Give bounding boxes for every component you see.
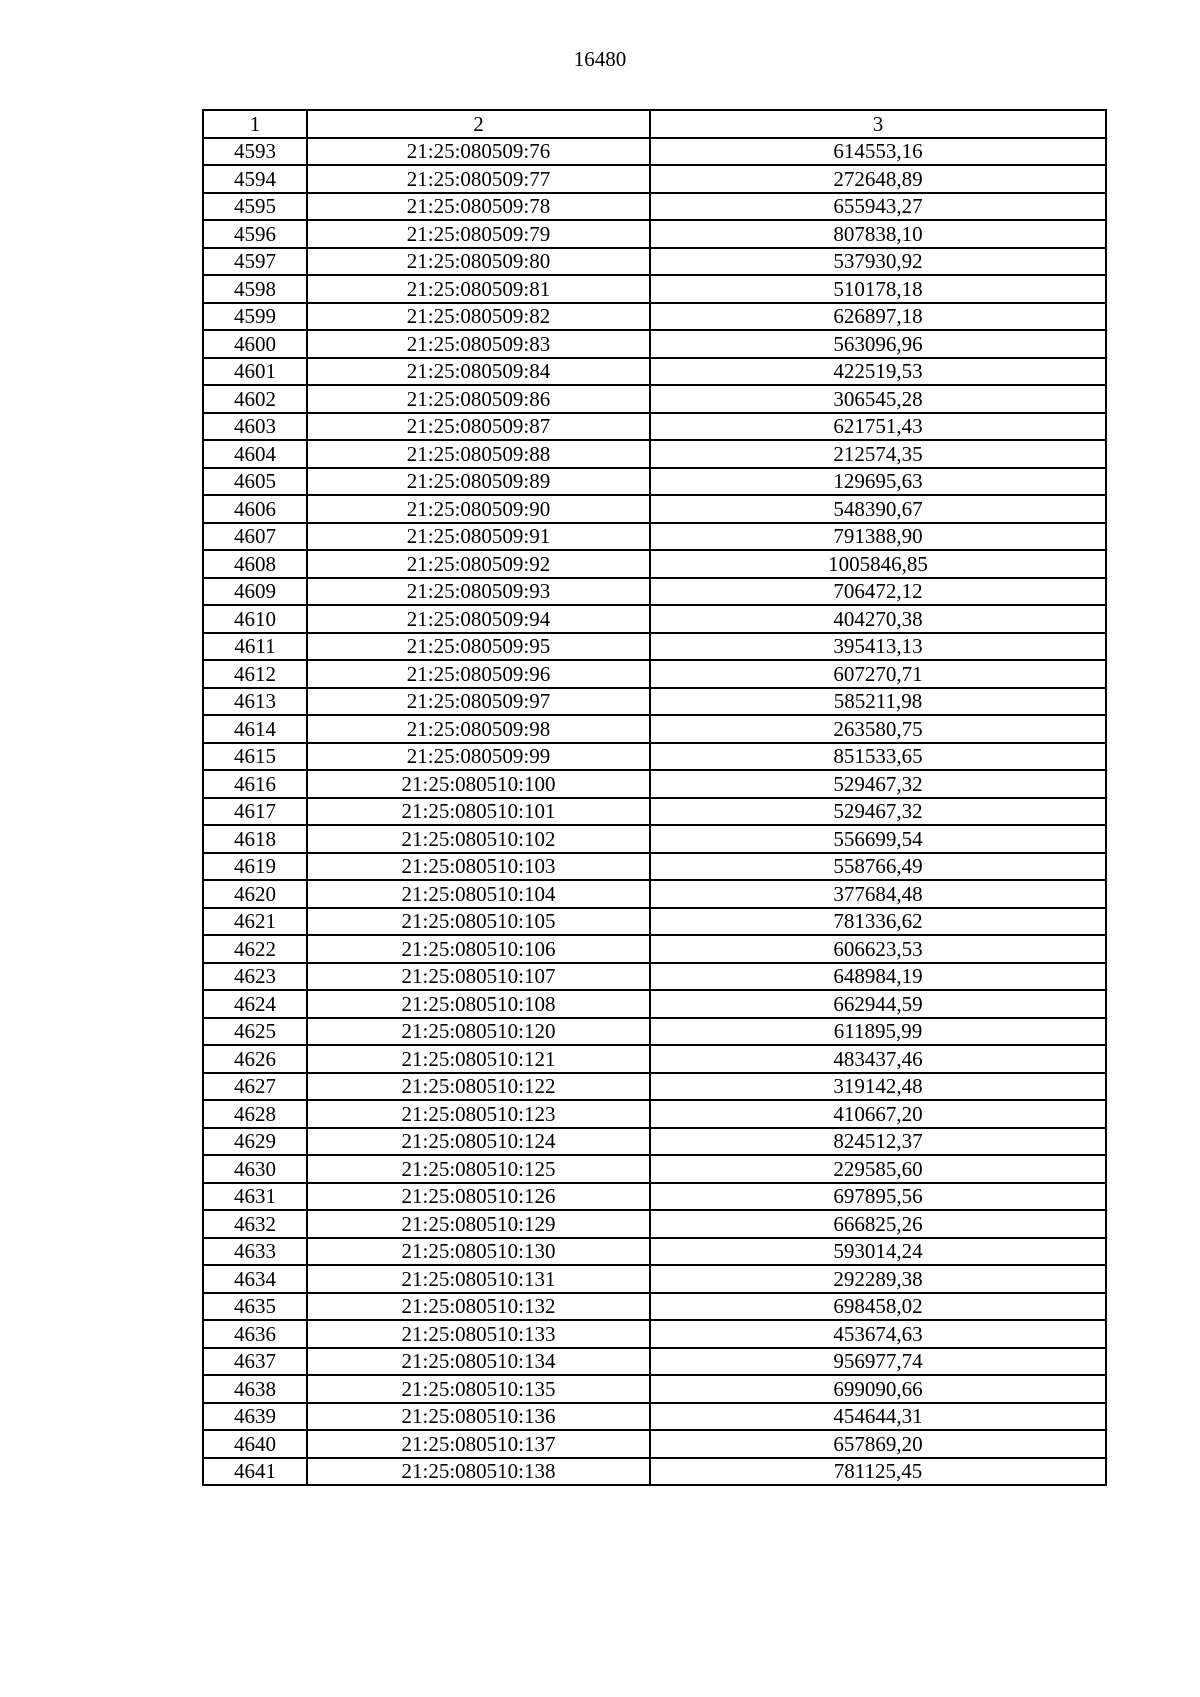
cadastral-number-cell: 21:25:080510:104 [307, 880, 650, 908]
table-row [203, 1375, 1106, 1403]
cadastral-number-cell: 21:25:080509:81 [307, 275, 650, 303]
cadastral-number-cell: 21:25:080510:102 [307, 825, 650, 853]
row-number-cell: 4632 [203, 1210, 307, 1238]
table-row [203, 385, 1106, 413]
cadastral-number-cell: 21:25:080510:130 [307, 1238, 650, 1266]
value-cell: 319142,48 [650, 1073, 1106, 1101]
table-row [203, 660, 1106, 688]
cadastral-number-cell: 21:25:080510:124 [307, 1128, 650, 1156]
table-row [203, 1155, 1106, 1183]
cadastral-number-cell: 21:25:080510:121 [307, 1045, 650, 1073]
cadastral-number-cell: 21:25:080509:96 [307, 660, 650, 688]
value-cell: 510178,18 [650, 275, 1106, 303]
table-row [203, 495, 1106, 523]
table-row [203, 303, 1106, 331]
cadastral-number-cell: 21:25:080510:134 [307, 1348, 650, 1376]
cadastral-number-cell: 21:25:080509:78 [307, 193, 650, 221]
cadastral-number-cell: 21:25:080509:80 [307, 248, 650, 276]
row-number-cell: 4607 [203, 523, 307, 551]
table-row [203, 248, 1106, 276]
cadastral-number-cell: 21:25:080510:100 [307, 770, 650, 798]
cadastral-number-cell: 21:25:080509:89 [307, 468, 650, 496]
cadastral-number-cell: 21:25:080510:133 [307, 1320, 650, 1348]
row-number-cell: 4600 [203, 330, 307, 358]
cadastral-number-cell: 21:25:080509:83 [307, 330, 650, 358]
table-row [203, 440, 1106, 468]
table-row [203, 1045, 1106, 1073]
row-number-cell: 4599 [203, 303, 307, 331]
cadastral-number-cell: 21:25:080510:136 [307, 1403, 650, 1431]
value-cell: 585211,98 [650, 688, 1106, 716]
cadastral-number-cell: 21:25:080509:99 [307, 743, 650, 771]
table-row [203, 550, 1106, 578]
row-number-cell: 4612 [203, 660, 307, 688]
row-number-cell: 4627 [203, 1073, 307, 1101]
row-number-cell: 4598 [203, 275, 307, 303]
cadastral-number-cell: 21:25:080509:91 [307, 523, 650, 551]
cadastral-number-cell: 21:25:080509:90 [307, 495, 650, 523]
row-number-cell: 4608 [203, 550, 307, 578]
row-number-cell: 4611 [203, 633, 307, 661]
cadastral-number-cell: 21:25:080509:82 [307, 303, 650, 331]
value-cell: 548390,67 [650, 495, 1106, 523]
table-row [203, 275, 1106, 303]
cadastral-number-cell: 21:25:080509:76 [307, 138, 650, 166]
value-cell: 824512,37 [650, 1128, 1106, 1156]
row-number-cell: 4626 [203, 1045, 307, 1073]
cadastral-number-cell: 21:25:080510:122 [307, 1073, 650, 1101]
cadastral-number-cell: 21:25:080510:126 [307, 1183, 650, 1211]
value-cell: 956977,74 [650, 1348, 1106, 1376]
table-header-row [203, 110, 1106, 138]
value-cell: 697895,56 [650, 1183, 1106, 1211]
cadastral-number-cell: 21:25:080509:94 [307, 605, 650, 633]
page-number: 16480 [573, 47, 627, 71]
table-row [203, 330, 1106, 358]
column-header-2: 2 [307, 110, 650, 138]
table-row [203, 935, 1106, 963]
table-row [203, 193, 1106, 221]
row-number-cell: 4633 [203, 1238, 307, 1266]
cadastral-number-cell: 21:25:080509:86 [307, 385, 650, 413]
table-row [203, 853, 1106, 881]
row-number-cell: 4610 [203, 605, 307, 633]
row-number-cell: 4594 [203, 165, 307, 193]
cadastral-number-cell: 21:25:080510:129 [307, 1210, 650, 1238]
row-number-cell: 4635 [203, 1293, 307, 1321]
row-number-cell: 4617 [203, 798, 307, 826]
row-number-cell: 4639 [203, 1403, 307, 1431]
row-number-cell: 4620 [203, 880, 307, 908]
table-row [203, 743, 1106, 771]
cadastral-number-cell: 21:25:080509:95 [307, 633, 650, 661]
table-row [203, 1458, 1106, 1486]
table-row [203, 1183, 1106, 1211]
data-table [202, 109, 1107, 1486]
row-number-cell: 4618 [203, 825, 307, 853]
row-number-cell: 4637 [203, 1348, 307, 1376]
value-cell: 212574,35 [650, 440, 1106, 468]
value-cell: 529467,32 [650, 798, 1106, 826]
value-cell: 807838,10 [650, 220, 1106, 248]
row-number-cell: 4641 [203, 1458, 307, 1486]
table-row [203, 578, 1106, 606]
table-row [203, 138, 1106, 166]
value-cell: 593014,24 [650, 1238, 1106, 1266]
cadastral-number-cell: 21:25:080510:137 [307, 1430, 650, 1458]
cadastral-number-cell: 21:25:080510:123 [307, 1100, 650, 1128]
row-number-cell: 4625 [203, 1018, 307, 1046]
table-row [203, 165, 1106, 193]
table-row [203, 688, 1106, 716]
table-row [203, 220, 1106, 248]
cadastral-number-cell: 21:25:080510:120 [307, 1018, 650, 1046]
row-number-cell: 4638 [203, 1375, 307, 1403]
table-row [203, 715, 1106, 743]
cadastral-number-cell: 21:25:080510:138 [307, 1458, 650, 1486]
value-cell: 606623,53 [650, 935, 1106, 963]
row-number-cell: 4640 [203, 1430, 307, 1458]
row-number-cell: 4605 [203, 468, 307, 496]
value-cell: 422519,53 [650, 358, 1106, 386]
value-cell: 410667,20 [650, 1100, 1106, 1128]
cadastral-number-cell: 21:25:080509:77 [307, 165, 650, 193]
value-cell: 781125,45 [650, 1458, 1106, 1486]
value-cell: 377684,48 [650, 880, 1106, 908]
row-number-cell: 4624 [203, 990, 307, 1018]
value-cell: 306545,28 [650, 385, 1106, 413]
table-row [203, 1018, 1106, 1046]
table-row [203, 1403, 1106, 1431]
value-cell: 395413,13 [650, 633, 1106, 661]
value-cell: 655943,27 [650, 193, 1106, 221]
row-number-cell: 4602 [203, 385, 307, 413]
row-number-cell: 4595 [203, 193, 307, 221]
cadastral-number-cell: 21:25:080510:107 [307, 963, 650, 991]
cadastral-number-cell: 21:25:080510:135 [307, 1375, 650, 1403]
row-number-cell: 4601 [203, 358, 307, 386]
row-number-cell: 4631 [203, 1183, 307, 1211]
cadastral-number-cell: 21:25:080510:106 [307, 935, 650, 963]
value-cell: 537930,92 [650, 248, 1106, 276]
cadastral-number-cell: 21:25:080510:131 [307, 1265, 650, 1293]
row-number-cell: 4630 [203, 1155, 307, 1183]
value-cell: 699090,66 [650, 1375, 1106, 1403]
column-header-3: 3 [650, 110, 1106, 138]
cadastral-number-cell: 21:25:080510:132 [307, 1293, 650, 1321]
cadastral-number-cell: 21:25:080509:84 [307, 358, 650, 386]
table-row [203, 413, 1106, 441]
table-row [203, 963, 1106, 991]
cadastral-number-cell: 21:25:080509:93 [307, 578, 650, 606]
value-cell: 556699,54 [650, 825, 1106, 853]
row-number-cell: 4615 [203, 743, 307, 771]
value-cell: 657869,20 [650, 1430, 1106, 1458]
row-number-cell: 4614 [203, 715, 307, 743]
row-number-cell: 4636 [203, 1320, 307, 1348]
table-row [203, 825, 1106, 853]
value-cell: 611895,99 [650, 1018, 1106, 1046]
cadastral-number-cell: 21:25:080509:92 [307, 550, 650, 578]
value-cell: 666825,26 [650, 1210, 1106, 1238]
row-number-cell: 4634 [203, 1265, 307, 1293]
table-row [203, 770, 1106, 798]
value-cell: 706472,12 [650, 578, 1106, 606]
value-cell: 607270,71 [650, 660, 1106, 688]
value-cell: 404270,38 [650, 605, 1106, 633]
row-number-cell: 4613 [203, 688, 307, 716]
table-row [203, 605, 1106, 633]
table-row [203, 1100, 1106, 1128]
table-row [203, 1128, 1106, 1156]
value-cell: 1005846,85 [650, 550, 1106, 578]
value-cell: 626897,18 [650, 303, 1106, 331]
row-number-cell: 4604 [203, 440, 307, 468]
table-row [203, 1430, 1106, 1458]
row-number-cell: 4593 [203, 138, 307, 166]
value-cell: 263580,75 [650, 715, 1106, 743]
table-row [203, 1073, 1106, 1101]
value-cell: 662944,59 [650, 990, 1106, 1018]
row-number-cell: 4621 [203, 908, 307, 936]
row-number-cell: 4622 [203, 935, 307, 963]
cadastral-number-cell: 21:25:080509:87 [307, 413, 650, 441]
row-number-cell: 4596 [203, 220, 307, 248]
value-cell: 292289,38 [650, 1265, 1106, 1293]
table-row [203, 990, 1106, 1018]
cadastral-number-cell: 21:25:080510:105 [307, 908, 650, 936]
value-cell: 648984,19 [650, 963, 1106, 991]
row-number-cell: 4616 [203, 770, 307, 798]
cadastral-number-cell: 21:25:080509:97 [307, 688, 650, 716]
table-row [203, 468, 1106, 496]
table-row [203, 908, 1106, 936]
table-row [203, 1210, 1106, 1238]
value-cell: 272648,89 [650, 165, 1106, 193]
table-row [203, 1265, 1106, 1293]
value-cell: 621751,43 [650, 413, 1106, 441]
row-number-cell: 4606 [203, 495, 307, 523]
table-row [203, 880, 1106, 908]
cadastral-number-cell: 21:25:080510:101 [307, 798, 650, 826]
table-row [203, 1293, 1106, 1321]
table-row [203, 1348, 1106, 1376]
row-number-cell: 4619 [203, 853, 307, 881]
table-body [203, 138, 1106, 1486]
cadastral-number-cell: 21:25:080509:88 [307, 440, 650, 468]
table-row [203, 358, 1106, 386]
value-cell: 129695,63 [650, 468, 1106, 496]
row-number-cell: 4629 [203, 1128, 307, 1156]
value-cell: 781336,62 [650, 908, 1106, 936]
table-row [203, 523, 1106, 551]
cadastral-number-cell: 21:25:080509:98 [307, 715, 650, 743]
table-row [203, 798, 1106, 826]
row-number-cell: 4603 [203, 413, 307, 441]
value-cell: 563096,96 [650, 330, 1106, 358]
value-cell: 698458,02 [650, 1293, 1106, 1321]
value-cell: 851533,65 [650, 743, 1106, 771]
value-cell: 558766,49 [650, 853, 1106, 881]
row-number-cell: 4623 [203, 963, 307, 991]
column-header-1: 1 [203, 110, 307, 138]
cadastral-number-cell: 21:25:080509:79 [307, 220, 650, 248]
table-header [203, 110, 1106, 138]
value-cell: 529467,32 [650, 770, 1106, 798]
value-cell: 453674,63 [650, 1320, 1106, 1348]
table-row [203, 633, 1106, 661]
row-number-cell: 4628 [203, 1100, 307, 1128]
value-cell: 454644,31 [650, 1403, 1106, 1431]
row-number-cell: 4609 [203, 578, 307, 606]
cadastral-number-cell: 21:25:080510:125 [307, 1155, 650, 1183]
value-cell: 483437,46 [650, 1045, 1106, 1073]
row-number-cell: 4597 [203, 248, 307, 276]
value-cell: 791388,90 [650, 523, 1106, 551]
value-cell: 229585,60 [650, 1155, 1106, 1183]
value-cell: 614553,16 [650, 138, 1106, 166]
table-row [203, 1320, 1106, 1348]
cadastral-number-cell: 21:25:080510:108 [307, 990, 650, 1018]
cadastral-number-cell: 21:25:080510:103 [307, 853, 650, 881]
table-row [203, 1238, 1106, 1266]
